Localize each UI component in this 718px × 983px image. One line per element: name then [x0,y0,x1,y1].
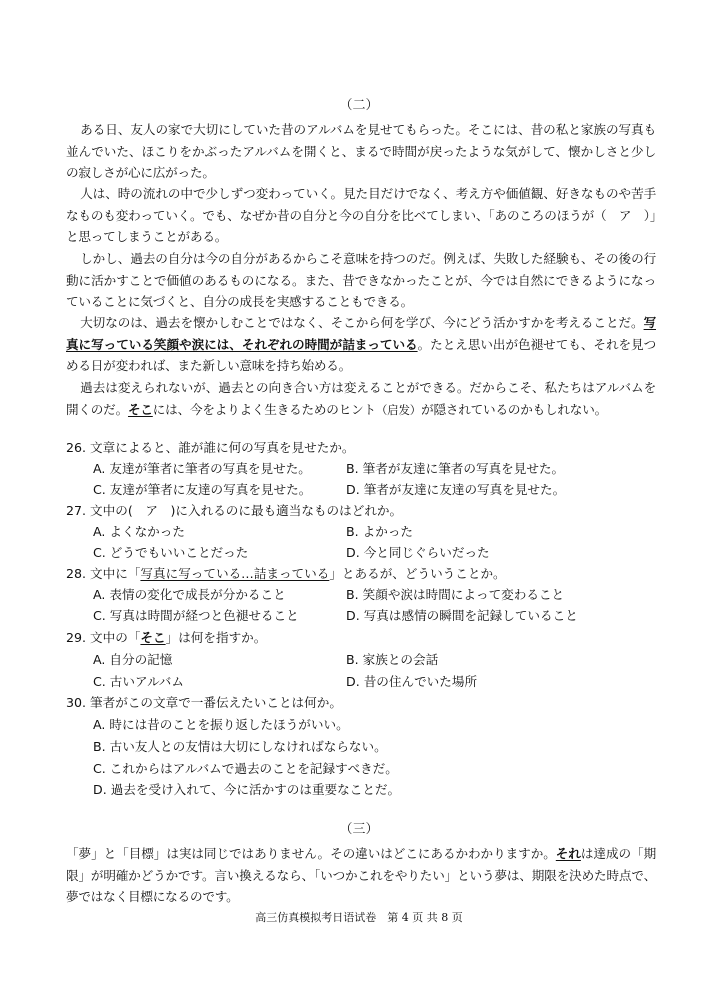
question-28-stem: 28. 文中に「写真に写っている…詰まっている」とあるが、どういうことか。 [66,566,506,581]
section-3-paragraph-1: 「夢」と「目標」は実は同じではありません。その違いはどこにあるかわかりますか。それは達成の「期限」が明確かどうかです。言い換えるなら、「いつかこれをやりたい」という夢は、期限を決めた時点で、夢ではなく目標になるのです。 [66,846,656,905]
question-30-option-c: C. これからはアルバムで過去のことを記録すべきだ。 [93,761,398,776]
question-29-quoted-word: そこ [140,630,166,645]
section-2-paragraph-3: しかし、過去の自分は今の自分があるからこそ意味を持つのだ。例えば、失敗した経験も、その後の行動に活かすことで価値のあるものになる。また、昔できなかったことが、今では自然にできるようになっていることに気づくと、自分の成長を実感することもできる。 [66,251,656,310]
question-26-option-d: D. 筆者が友達に友達の写真を見せた。 [346,482,566,497]
question-26-option-c: C. 友達が筆者に友達の写真を見せた。 [93,482,312,497]
question-29-option-b: B. 家族との会話 [346,652,439,667]
page-footer: 高三仿真模拟考日语试卷 第 4 页 共 8 页 [255,911,463,924]
underlined-word-sore: それ [555,846,581,861]
section-2-paragraph-4: 大切なのは、過去を懐かしむことではなく、そこから何を学び、今にどう活かすかを考えることだ。写真に写っている笑顔や涙には、それぞれの時間が詰まっている。たとえ思い出が色褪せても、それを見つめる日が変われば、また新しい意味を持ち始める。 [66,315,657,374]
question-28-quoted-phrase: 写真に写っている…詰まっている [140,566,330,581]
section-2-paragraph-2: 人は、時の流れの中で少しずつ変わっていく。見た目だけでなく、考え方や価値観、好きなものや苦手なものも変わっていく。でも、なぜか昔の自分と今の自分を比べてしまい、「あのころのほうが（ ア ）」と思ってしまうことがある。 [66,186,656,245]
underlined-phrase-photo: 写真に写っている笑顔や涙には、それぞれの時間が詰まっている [66,315,656,352]
question-27-option-a: A. よくなかった [93,524,185,539]
question-26-option-b: B. 筆者が友達に筆者の写真を見せた。 [346,461,565,476]
question-27-option-c: C. どうでもいいことだった [93,545,249,560]
question-30-option-a: A. 時には昔のことを振り返したほうがいい。 [93,717,349,732]
section-3-title: （三） [339,822,379,837]
underlined-word-soko: そこ [127,401,153,417]
question-29-option-a: A. 自分の記憶 [93,652,173,667]
question-27-stem: 27. 文中の( ア )に入れるのに最も適当なものはどれか。 [66,503,403,518]
question-30-option-d: D. 過去を受け入れて、今に活かすのは重要なことだ。 [93,782,401,797]
question-29-option-d: D. 昔の住んでいた場所 [346,674,478,689]
question-29-option-c: C. 古いアルバム [93,674,184,689]
question-26-option-a: A. 友達が筆者に筆者の写真を見せた。 [93,461,311,476]
question-26-stem: 26. 文章によると、誰が誰に何の写真を見せたか。 [66,440,355,455]
section-2-title: （二） [339,98,379,113]
section-2-paragraph-1: ある日、友人の家で大切にしていた昔のアルバムを見せてもらった。そこには、昔の私と家族の写真も並んでいた、ほこりをかぶったアルバムを開くと、まるで時間が戻ったような気がして、懐かしさと少しの寂しさが心に広がった。 [66,122,656,181]
question-30-option-b: B. 古い友人との友情は大切にしなければならない。 [93,739,387,754]
section-2-paragraph-5: 過去は変えられないが、過去との向き合い方は変えることができる。だからこそ、私たちはアルバムを開くのだ。そこには、今をよりよく生きるためのヒント（启发）が隠されているのかもしれない。 [66,380,656,417]
question-27-option-b: B. よかった [346,524,414,539]
question-28-option-b: B. 笑顔や涙は時間によって変わること [346,587,565,602]
question-30-stem: 30. 筆者がこの文章で一番伝えたいことは何か。 [66,695,342,710]
chinese-gloss: （启发） [375,402,422,417]
question-27-option-d: D. 今と同じぐらいだった [346,545,490,560]
question-28-option-d: D. 写真は感情の瞬間を記録していること [346,608,578,623]
question-29-stem: 29. 文中の「そこ」は何を指すか。 [66,630,267,645]
question-28-option-a: A. 表情の変化で成長が分かること [93,587,286,602]
question-28-option-c: C. 写真は時間が経つと色褪せること [93,608,299,623]
